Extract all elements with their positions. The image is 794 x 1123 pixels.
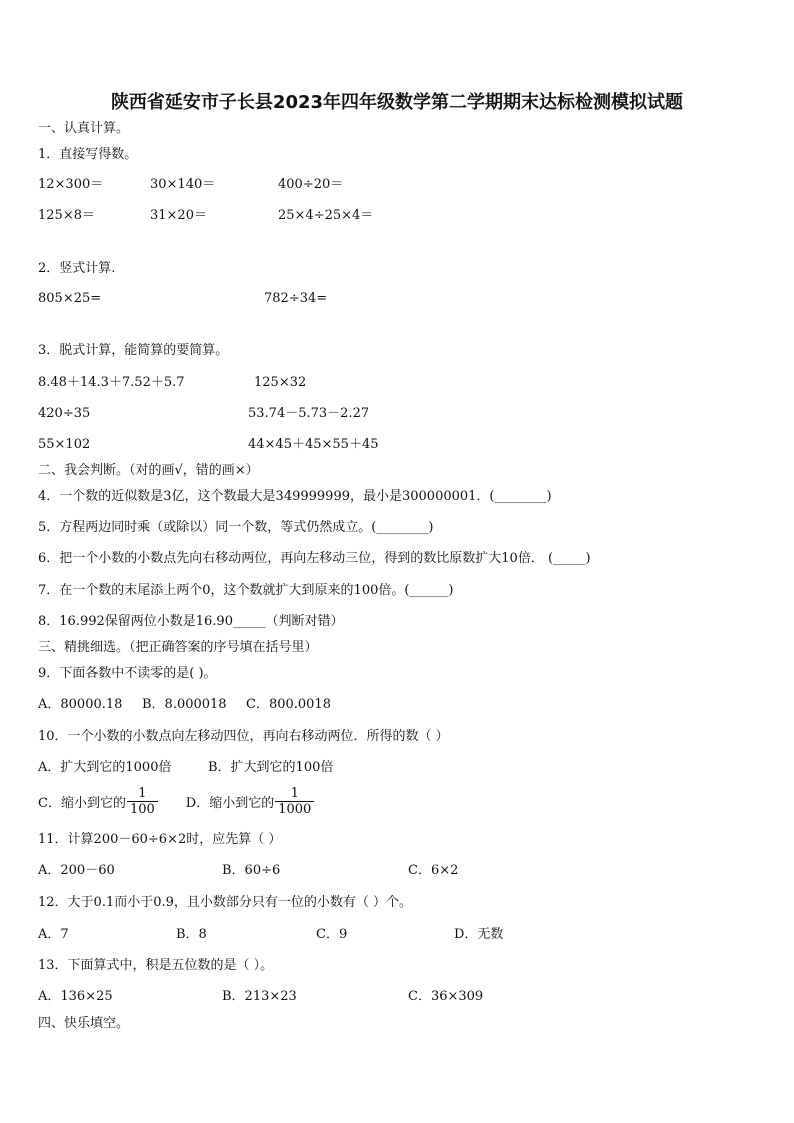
option: A．136×25	[38, 989, 113, 1004]
section-1-heading: 一、认真计算。	[38, 121, 130, 136]
q1-label: 1．直接写得数。	[38, 147, 138, 162]
question-8: 8．16.992保留两位小数是16.90_____（判断对错）	[38, 614, 344, 629]
section-3-heading: 三、精挑细选。（把正确答案的序号填在括号里）	[38, 640, 318, 655]
question-13: 13．下面算式中，积是五位数的是（ ）。	[38, 958, 274, 973]
option: D．无数	[454, 927, 504, 942]
option: C．6×2	[408, 863, 459, 878]
option: C．36×309	[408, 989, 484, 1004]
option: B．213×23	[222, 989, 297, 1004]
option: B．扩大到它的100倍	[208, 760, 334, 775]
question-5: 5．方程两边同时乘（或除以）同一个数，等式仍然成立。(________)	[38, 520, 434, 535]
fraction	[275, 786, 314, 817]
question-4: 4．一个数的近似数是3亿，这个数最大是349999999，最小是300000001．(________)	[38, 489, 552, 504]
q3-item: 125×32	[254, 375, 307, 390]
q3-label: 3．脱式计算，能简算的要简算。	[38, 343, 229, 358]
option: C．800.0018	[246, 697, 331, 712]
q2-label: 2．竖式计算.	[38, 261, 116, 276]
section-4-heading: 四、快乐填空。	[38, 1016, 130, 1031]
option: D．缩小到它的	[185, 796, 275, 811]
question-9: 9．下面各数中不读零的是( )。	[38, 666, 217, 681]
question-7: 7．在一个数的末尾添上两个0，这个数就扩大到原来的100倍。(______)	[38, 583, 454, 598]
option: A．200－60	[38, 863, 115, 878]
option: B．8.000018	[142, 697, 227, 712]
q3-item: 8.48＋14.3＋7.52＋5.7	[38, 375, 185, 390]
q1-item: 25×4÷25×4＝	[278, 208, 374, 223]
fraction-numerator: 1	[138, 786, 147, 801]
q2-item: 782÷34=	[264, 291, 328, 306]
q1-item: 400÷20＝	[278, 177, 344, 192]
fraction	[127, 786, 158, 817]
question-12: 12．大于0.1而小于0.9，且小数部分只有一位的小数有（ ）个。	[38, 895, 413, 910]
option: C．缩小到它的	[38, 796, 126, 811]
q3-item: 53.74－5.73－2.27	[248, 406, 370, 421]
q3-item: 55×102	[38, 437, 91, 452]
q3-item: 44×45＋45×55＋45	[248, 437, 379, 452]
question-6: 6．把一个小数的小数点先向右移动两位，再向左移动三位，得到的数比原数扩大10倍． (_____)	[38, 551, 591, 566]
q3-item: 420÷35	[38, 406, 91, 421]
q1-item: 12×300＝	[38, 177, 104, 192]
question-11: 11．计算200－60÷6×2时，应先算（ ）	[38, 832, 282, 847]
option: B．8	[176, 927, 207, 942]
page-title: 陕西省延安市子长县2023年四年级数学第二学期期末达标检测模拟试题	[110, 92, 684, 113]
option: A．7	[38, 927, 69, 942]
option: A．扩大到它的1000倍	[38, 760, 172, 775]
question-10: 10．一个小数的小数点向左移动四位，再向右移动两位．所得的数（ ）	[38, 729, 449, 744]
fraction-denominator: 1000	[278, 802, 312, 817]
option: C．9	[316, 927, 348, 942]
option: A．80000.18	[38, 697, 123, 712]
q1-item: 31×20＝	[150, 208, 207, 223]
fraction-numerator: 1	[290, 786, 299, 801]
fraction-denominator: 100	[129, 802, 155, 817]
q2-item: 805×25=	[38, 291, 102, 306]
q1-item: 30×140＝	[150, 177, 216, 192]
q10-fraction-options	[38, 786, 314, 817]
section-2-heading: 二、我会判断。（对的画√，错的画×）	[38, 463, 259, 478]
option: B．60÷6	[222, 863, 281, 878]
q1-item: 125×8＝	[38, 208, 95, 223]
